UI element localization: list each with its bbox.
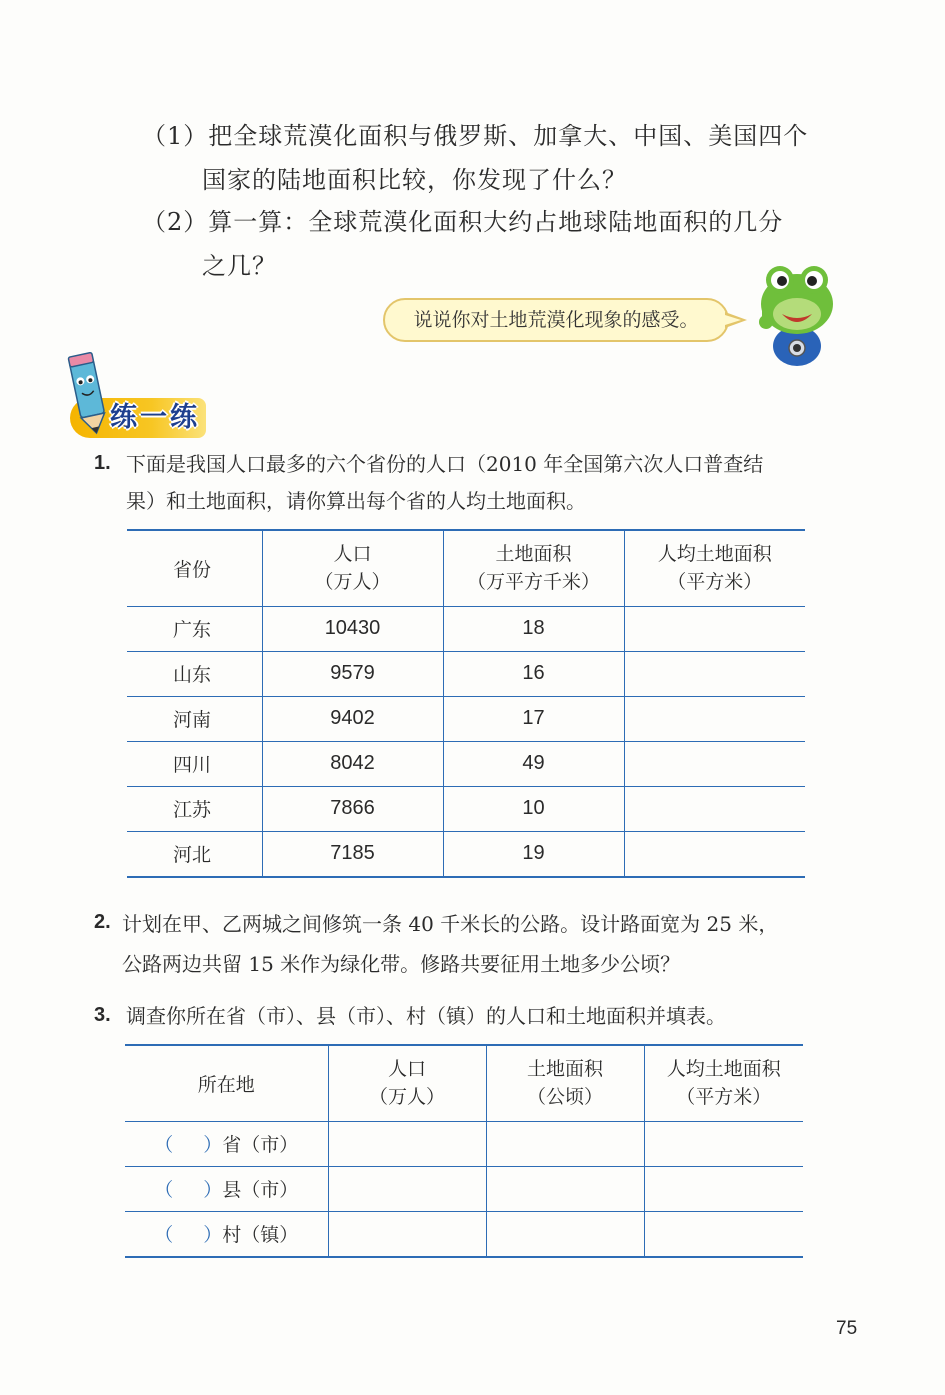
header-area-unit: （万平方千米）: [466, 571, 600, 594]
question-2: [142, 200, 783, 244]
per-capita-answer-cell[interactable]: [624, 606, 805, 651]
header-per-capita-title: 人均土地面积: [657, 543, 772, 566]
exercise-1-number: 1.: [94, 452, 111, 474]
province-cell: 四川: [127, 741, 262, 786]
question-2-number: （2）: [142, 208, 209, 236]
population-cell: 7866: [262, 786, 443, 831]
header-population: [328, 1045, 486, 1121]
close-paren: ）: [203, 1224, 223, 1247]
location-label: 县（市）: [222, 1179, 299, 1201]
per-capita-answer-cell[interactable]: [644, 1211, 803, 1257]
table-row: [127, 741, 805, 786]
pencil-mascot-icon: [64, 350, 112, 436]
question-2-line-2: 之几？: [202, 252, 277, 280]
per-capita-answer-cell[interactable]: [624, 786, 805, 831]
exercise-1-line-2: 果）和土地面积，请你算出每个省的人均土地面积。: [126, 489, 586, 513]
location-label: 省（市）: [222, 1134, 299, 1156]
location-cell[interactable]: [125, 1211, 328, 1257]
area-answer-cell[interactable]: [486, 1166, 644, 1211]
location-table-header: [125, 1045, 803, 1121]
province-cell: 江苏: [127, 786, 262, 831]
per-capita-answer-cell[interactable]: [644, 1166, 803, 1211]
question-2-line-1: 算一算：全球荒漠化面积大约占地球陆地面积的几分: [208, 208, 784, 236]
table-row: [125, 1211, 803, 1257]
header-area: [443, 530, 624, 606]
area-answer-cell[interactable]: [486, 1121, 644, 1166]
area-cell: 19: [443, 831, 624, 877]
location-cell[interactable]: [125, 1121, 328, 1166]
location-cell[interactable]: [125, 1166, 328, 1211]
exercise-2-line-1: 计划在甲、乙两城之间修筑一条 40 千米长的公路。设计路面宽为 25 米，: [122, 912, 779, 936]
population-answer-cell[interactable]: [328, 1166, 486, 1211]
header-population-title: 人口: [333, 543, 372, 566]
area-cell: 49: [443, 741, 624, 786]
header-location: 所在地: [125, 1045, 328, 1121]
table-row: [127, 606, 805, 651]
exercise-2-line-2: 公路两边共留 15 米作为绿化带。修路共要征用土地多少公顷？: [122, 952, 681, 976]
area-cell: 16: [443, 651, 624, 696]
population-cell: 9402: [262, 696, 443, 741]
exercise-2-text: [122, 904, 778, 984]
exercise-1-text: [126, 446, 763, 520]
close-paren: ）: [203, 1179, 223, 1201]
province-cell: 山东: [127, 651, 262, 696]
location-label: 村（镇）: [222, 1224, 299, 1247]
open-paren: （: [154, 1179, 174, 1201]
population-cell: 9579: [262, 651, 443, 696]
location-survey-table: [125, 1044, 803, 1258]
per-capita-answer-cell[interactable]: [624, 651, 805, 696]
header-per-capita: [644, 1045, 803, 1121]
open-paren: （: [154, 1134, 174, 1156]
table-row: [127, 786, 805, 831]
exercise-3-text: 调查你所在省（市）、县（市）、村（镇）的人口和土地面积并填表。: [126, 1004, 726, 1028]
question-1: [142, 114, 808, 158]
exercise-2-number: 2.: [94, 911, 111, 933]
header-per-capita-unit: （平方米）: [667, 571, 763, 594]
table-row: [125, 1166, 803, 1211]
area-cell: 18: [443, 606, 624, 651]
question-1-line-2: 国家的陆地面积比较，你发现了什么？: [202, 166, 627, 194]
header-population-unit: （万人）: [314, 571, 391, 594]
table-row: [127, 831, 805, 877]
header-area-title: 土地面积: [526, 1058, 603, 1081]
header-area: [486, 1045, 644, 1121]
question-1-line-1: 把全球荒漠化面积与俄罗斯、加拿大、中国、美国四个: [208, 122, 809, 150]
population-cell: 8042: [262, 741, 443, 786]
table-row: [127, 651, 805, 696]
table-row: [127, 696, 805, 741]
area-cell: 17: [443, 696, 624, 741]
exercise-3-number: 3.: [94, 1004, 111, 1026]
per-capita-answer-cell[interactable]: [624, 831, 805, 877]
frog-mascot-icon: [752, 258, 842, 368]
per-capita-answer-cell[interactable]: [624, 741, 805, 786]
header-population: [262, 530, 443, 606]
exercise-1-line-1: 下面是我国人口最多的六个省份的人口（2010 年全国第六次人口普查结: [126, 452, 764, 476]
population-cell: 7185: [262, 831, 443, 877]
population-answer-cell[interactable]: [328, 1121, 486, 1166]
header-province: 省份: [127, 530, 262, 606]
per-capita-answer-cell[interactable]: [644, 1121, 803, 1166]
province-cell: 广东: [127, 606, 262, 651]
page-number: 75: [836, 1318, 858, 1339]
speech-bubble: 说说你对土地荒漠化现象的感受。: [383, 298, 729, 342]
population-cell: 10430: [262, 606, 443, 651]
open-paren: （: [154, 1224, 174, 1247]
question-1-number: （1）: [142, 122, 209, 150]
header-per-capita-title: 人均土地面积: [666, 1058, 781, 1081]
header-per-capita-unit: （平方米）: [676, 1086, 772, 1109]
area-cell: 10: [443, 786, 624, 831]
speech-bubble-tail-inner: [725, 315, 741, 325]
area-answer-cell[interactable]: [486, 1211, 644, 1257]
close-paren: ）: [203, 1134, 223, 1156]
population-answer-cell[interactable]: [328, 1211, 486, 1257]
table-row: [125, 1121, 803, 1166]
province-table: [127, 529, 805, 878]
province-cell: 河北: [127, 831, 262, 877]
header-population-unit: （万人）: [368, 1086, 445, 1109]
header-per-capita: [624, 530, 805, 606]
header-area-unit: （公顷）: [526, 1086, 603, 1109]
header-population-title: 人口: [387, 1058, 426, 1081]
province-cell: 河南: [127, 696, 262, 741]
province-table-header: [127, 530, 805, 606]
section-title: 练一练: [110, 402, 200, 433]
header-area-title: 土地面积: [495, 543, 572, 566]
per-capita-answer-cell[interactable]: [624, 696, 805, 741]
